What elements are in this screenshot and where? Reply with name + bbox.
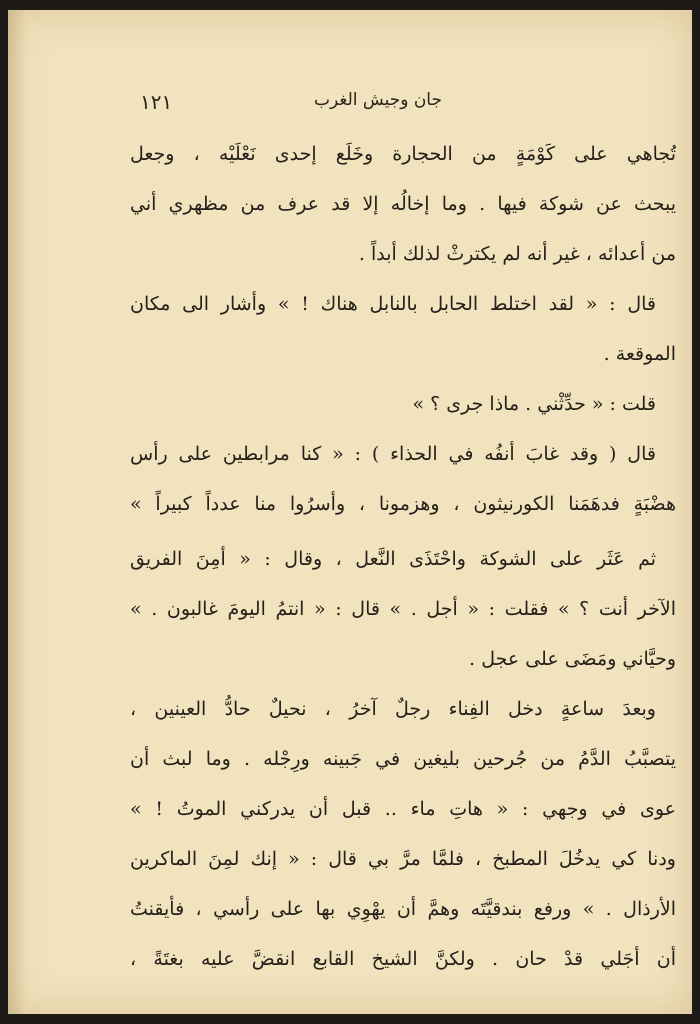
text-line: هضْبَةٍ فدهَمَنا الكورنيثون ، وهزمونا ، وأسرُوا منا عدداً كبيراً » [130, 493, 676, 515]
text-line: أن أجَلي قدْ حان . ولكنَّ الشيخ القابع انقضَّ عليه بغتَةً ، [130, 948, 676, 970]
text-line: وحيَّاني ومَضَى على عجل . [469, 648, 676, 670]
text-line: ودنا كي يدخُلَ المطبخ ، فلمَّا مرَّ بي قال : « إنك لمِنَ الماكرين [130, 848, 676, 870]
text-line: عوى في وجهي : « هاتِ ماء .. قبل أن يدركني الموتُ ! » [130, 798, 676, 820]
text-line: قال ( وقد غابَ أنفُه في الحذاء ) : « كنا مرابطين على رأس [130, 443, 656, 465]
text-line: الموقعة . [603, 343, 676, 365]
text-line: يبحث عن شوكة فيها . وما إخالُه إلا قد عرف من مظهري أني [130, 193, 676, 215]
text-line: من أعدائه ، غير أنه لم يكترثْ لذلك أبداً . [358, 243, 676, 265]
text-line: ثم عَثَر على الشوكة واحْتَذَى النَّعل ، وقال : « أمِنَ الفريق [130, 548, 656, 570]
text-line: الآخر أنت ؟ » فقلت : « أجل . » قال : « انتمُ اليومَ غالبون . » [130, 598, 676, 620]
text-line: قلت : « حدِّثْني . ماذا جرى ؟ » [412, 393, 656, 415]
running-header [8, 10, 692, 120]
text-line: يتصبَّبُ الدَّمُ من جُرحين بليغين في جَبينه ورِجْله . وما لبث أن [130, 748, 676, 770]
book-page [8, 10, 692, 1014]
page-number: ١٢١ [140, 90, 173, 114]
text-line: تُجاهي على كَوْمَةٍ من الحجارة وخَلَع إحدى نَعْلَيْه ، وجعل [130, 143, 676, 165]
text-line: وبعدَ ساعةٍ دخل الفِناء رجلٌ آخرُ ، نحيلٌ حادُّ العينين ، [130, 698, 656, 720]
text-line: قال : « لقد اختلط الحابل بالنابل هناك ! » وأشار الى مكان [130, 293, 656, 315]
running-title: جان وجيش الغرب [314, 90, 442, 110]
text-line: الأرذال . » ورفع بندقيَّتَه وهمَّ أن يهْوِي بها على رأسي ، فأيقنتُ [130, 898, 676, 920]
body-text [130, 132, 676, 1012]
